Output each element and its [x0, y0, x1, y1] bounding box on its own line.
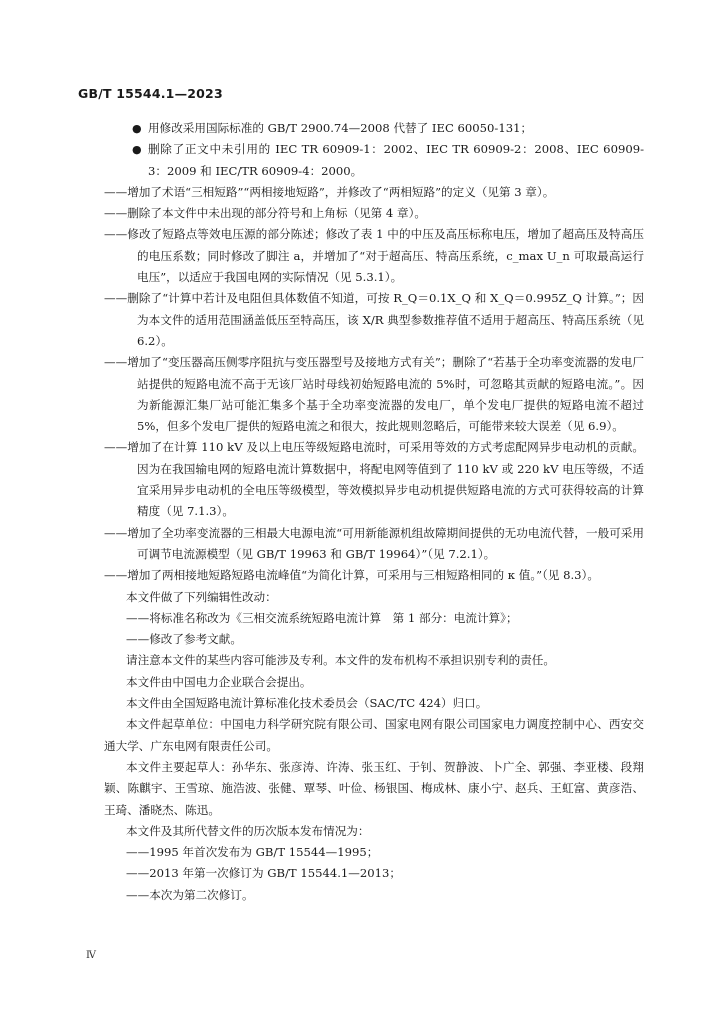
bullet-text: 删除了正文中未引用的 IEC TR 60909-1：2002、IEC TR 60909-2：2008、IEC 60909-3：2009 和 IEC/TR 60909-4：2000。 [148, 142, 644, 178]
bullet-icon: ● [132, 122, 142, 135]
proposer-statement: 本文件由中国电力企业联合会提出。 [126, 674, 312, 689]
editorial-item: ——将标准名称改为《三相交流系统短路电流计算 第 1 部分：电流计算》； [126, 610, 518, 625]
patent-statement: 请注意本文件的某些内容可能涉及专利。本文件的发布机构不承担识别专利的责任。 [126, 653, 555, 668]
change-item: ——增加了在计算 110 kV 及以上电压等级短路电流时，可采用等效的方式考虑配网异步电动机的贡献。因为在我国输电网的短路电流计算数据中，将配电网等值到了 110 kV 或 220 kV 电压等级，不适宜采用异步电动机的全电压等级模型，等效模拟异步电动机提供短路电流的方式可获得较高的计算精度（见 7.1.3）。 [104, 440, 644, 519]
editorial-item: ——修改了参考文献。 [126, 632, 242, 647]
editorial-intro: 本文件做了下列编辑性改动： [126, 589, 277, 604]
change-item: ——增加了全功率变流器的三相最大电源电流“可用新能源机组故障期间提供的无功电流代替，一般可采用可调节电流源模型（见 GB/T 19963 和 GB/T 19964）”（见 7.2.1）。 [104, 525, 644, 561]
bullet-icon: ● [132, 143, 142, 157]
bullet-text: 用修改采用国际标准的 GB/T 2900.74—2008 代替了 IEC 60050-131； [148, 121, 533, 135]
drafters: 本文件主要起草人：孙华东、张彦涛、许涛、张玉红、于钊、贺静波、卜广全、郭强、李亚楼、段翔颖、陈麒宇、王雪琼、施浩波、张健、覃琴、叶俭、杨银国、梅成林、康小宁、赵兵、王虹富、黄彦浩、王琦、潘晓杰、陈迅。 [104, 759, 644, 817]
change-item: ——增加了两相接地短路短路电流峰值“为简化计算，可采用与三相短路相同的 κ 值。”（见 8.3）。 [104, 568, 599, 583]
document-body [104, 118, 644, 906]
change-item: ——修改了短路点等效电压源的部分陈述；修改了表 1 中的中压及高压标称电压，增加了超高压及特高压的电压系数；同时修改了脚注 a，并增加了“对于超高压、特高压系统，c_max U_n 可取最高运行电压”，以适应于我国电网的实际情况（见 5.3.1）。 [104, 227, 644, 285]
list-item [104, 139, 644, 182]
list-item [104, 118, 644, 139]
committee-statement: 本文件由全国短路电流计算标准化技术委员会（SAC/TC 424）归口。 [126, 696, 488, 711]
history-item: ——2013 年第一次修订为 GB/T 15544.1—2013； [126, 866, 401, 881]
change-item: ——删除了本文件中未出现的部分符号和上角标（见第 4 章）。 [104, 206, 426, 221]
drafting-units: 本文件起草单位：中国电力科学研究院有限公司、国家电网有限公司国家电力调度控制中心、西安交通大学、广东电网有限责任公司。 [104, 717, 644, 753]
change-item: ——增加了“变压器高压侧零序阻抗与变压器型号及接地方式有关”；删除了“若基于全功率变流器的发电厂站提供的短路电流不高于无该厂站时母线初始短路电流的 5%时，可忽略其贡献的短路电流。”。因为新能源汇集厂站可能汇集多个基于全功率变流器的发电厂，单个发电厂提供的短路电流不超过 5%，但多个发电厂提供的短路电流之和很大，按此规则忽略后，可能带来较大误差（见 6.9）。 [104, 355, 644, 434]
history-item: ——1995 年首次发布为 GB/T 15544—1995； [126, 845, 379, 860]
history-item: ——本次为第二次修订。 [126, 887, 254, 902]
change-item: ——增加了术语“三相短路”“两相接地短路”，并修改了“两相短路”的定义（见第 3 章）。 [104, 184, 555, 199]
page-number: Ⅳ [86, 950, 96, 961]
change-item: ——删除了“计算中若计及电阻但具体数值不知道，可按 R_Q＝0.1X_Q 和 X_Q＝0.995Z_Q 计算。”；因为本文件的适用范围涵盖低压至特高压，该 X/R 典型参数推荐值不适用于超高压、特高压系统（见 6.2）。 [104, 291, 644, 348]
standard-number: GB/T 15544.1—2023 [78, 86, 223, 101]
history-intro: 本文件及其所代替文件的历次版本发布情况为： [126, 823, 370, 838]
